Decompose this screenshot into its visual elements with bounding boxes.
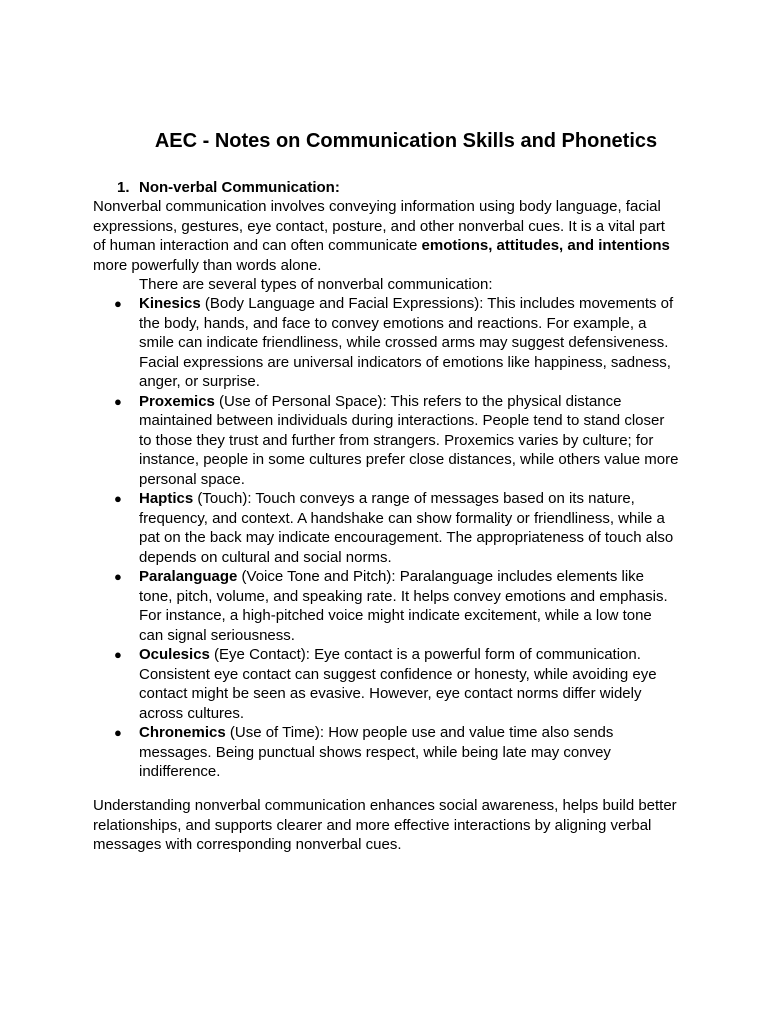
bullet-icon: ●	[114, 393, 122, 409]
bullet-icon: ●	[114, 296, 122, 311]
intro-text-start: Nonverbal communication involves conveying information using body language, facial expressions, gestures, eye contact, posture, and other nonverbal cues. It is a vital part of human interaction and can often communicate	[93, 198, 665, 254]
type-description: (Use of Time): How people use and value time also sends messages. Being punctual shows respect, while being late may convey indifference.	[139, 724, 614, 780]
list-item	[114, 645, 679, 723]
conclusion-paragraph: Understanding nonverbal communication enhances social awareness, helps build better relationships, and supports clearer and more effective interactions by aligning verbal messages with corresponding nonverbal cues.	[93, 797, 677, 853]
type-term: Proxemics	[139, 392, 215, 410]
list-item	[114, 567, 679, 645]
section-number: 1.	[117, 179, 130, 196]
bullet-icon: ●	[114, 569, 122, 584]
type-description: (Voice Tone and Pitch): Paralanguage includes elements like tone, pitch, volume, and speaking rate. It helps convey emotions and emphasis. For instance, a high-pitched voice might indicate excitement, while a low tone can signal seriousness.	[139, 568, 668, 644]
bullet-icon: ●	[114, 725, 122, 740]
list-item	[114, 489, 679, 567]
type-description: (Body Language and Facial Expressions): This includes movements of the body, hands, and face to convey emotions and reactions. For example, a smile can indicate friendliness, while crossed arms may suggest defensiveness. Facial expressions are universal indicators of emotions like happiness, sadness, anger, or surprise.	[139, 295, 674, 390]
bullet-icon: ●	[114, 647, 122, 662]
type-term: Paralanguage	[139, 568, 238, 585]
section-heading-text: Non-verbal Communication:	[139, 179, 340, 196]
intro-paragraph	[93, 197, 681, 275]
bullet-icon: ●	[114, 491, 122, 506]
type-term: Chronemics	[139, 724, 226, 741]
type-term: Oculesics	[139, 646, 210, 663]
list-item	[114, 294, 679, 392]
type-description: (Touch): Touch conveys a range of messages based on its nature, frequency, and context. A handshake can show formality or friendliness, while a pat on the back may indicate encouragement. The appropriateness of touch also depends on cultural and social norms.	[139, 490, 674, 566]
list-item	[114, 723, 679, 782]
type-term: Haptics	[139, 490, 194, 507]
intro-text-end: more powerfully than words alone.	[93, 256, 322, 274]
list-item	[114, 392, 679, 490]
type-description: (Eye Contact): Eye contact is a powerful form of communication. Consistent eye contact can suggest confidence or honesty, while avoiding eye contact might be seen as evasive. However, eye contact norms differ widely across cultures.	[139, 646, 657, 722]
type-description: (Use of Personal Space): This refers to the physical distance maintained between individuals during interactions. People tend to stand closer to those they trust and further from strangers. Proxemics varies by culture; for instance, people in some cultures prefer close distances, while others value more personal space.	[139, 392, 679, 488]
intro-bold-text: emotions, attitudes, and intentions	[421, 237, 670, 254]
types-intro: There are several types of nonverbal communication:	[139, 276, 493, 293]
page-title: AEC - Notes on Communication Skills and Phonetics	[154, 130, 658, 152]
type-term: Kinesics	[139, 295, 201, 312]
section-heading	[117, 178, 340, 198]
types-list	[114, 294, 679, 782]
